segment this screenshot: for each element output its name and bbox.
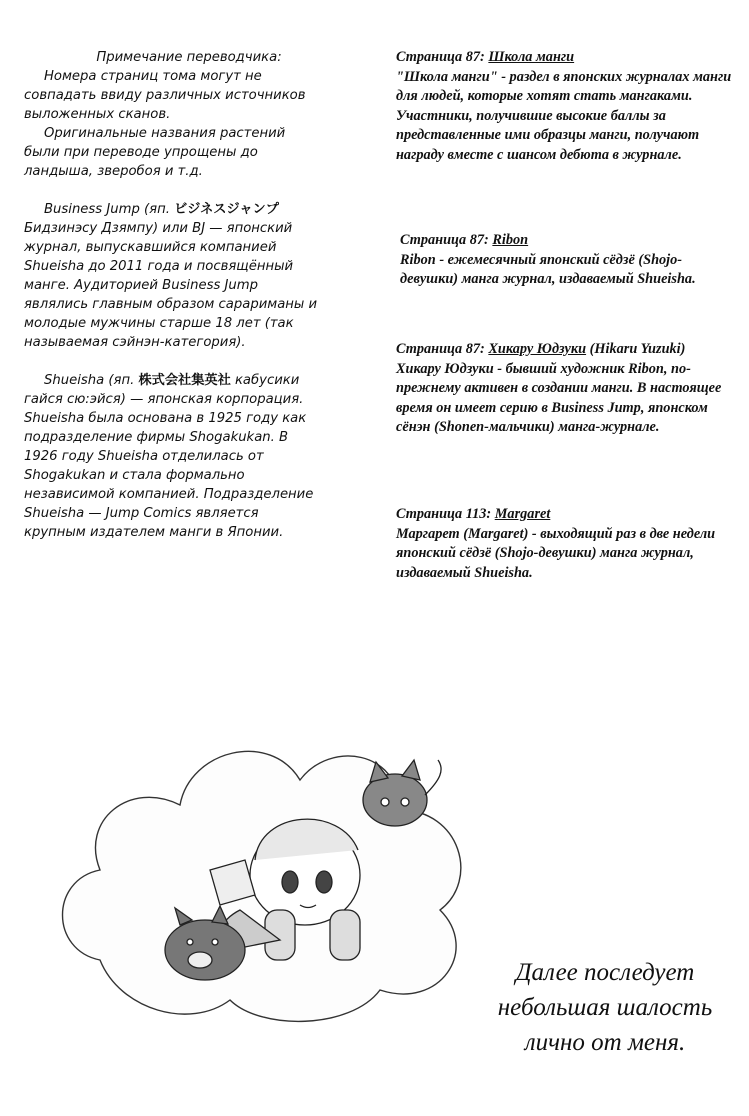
cloud-illustration — [40, 710, 490, 1030]
entry-body: Маргарет (Margaret) - выходящий раз в две недели японский сёдзё (Shojo-девушки) манга журнал, издаваемый Shueisha. — [396, 525, 716, 581]
glossary-entry-manga-school: Страница 87: Школа манги "Школа манги" - раздел в японских журналах манги для людей, которые хотят стать мангаками. Участники, получившие высокие баллы за представленные ими образцы манги, получают награду вместе с шансом дебюта в журнале. — [396, 48, 736, 165]
entry-title: Школа манги — [488, 49, 575, 65]
glossary-entry-margaret: Страница 113: Margaret Маргарет (Margaret) - выходящий раз в две недели японский сёдзё (Shojo-девушки) манга журнал, издаваемый Shueisha. — [396, 505, 736, 583]
closing-line-1: Далее последует — [515, 959, 695, 986]
entry-title: Ribon — [492, 232, 529, 248]
japanese-text: ビジネスジャンプ — [174, 202, 279, 217]
glossary-entry-ribon: Страница 87: Ribon Ribon - ежемесячный японский сёдзё (Shojo-девушки) манга журнал, издаваемый Shueisha. — [400, 231, 740, 290]
entry-body: Хикару Юдзуки - бывший художник Ribon, по-прежнему активен в создании манги. В настоящее время он имеет серию в Business Jump, японском сёнэн (Shonen-мальчики) манга-журнале. — [396, 360, 722, 435]
notes-header: Примечание переводчика: — [96, 50, 282, 65]
glossary-entry-hikaru-yuzuki: Страница 87: Хикару Юдзуки (Hikaru Yuzuki) Хикару Юдзуки - бывший художник Ribon, по-прежнему активен в создании манги. В настоящее время он имеет серию в Business Jump, японском сёнэн (Shonen-мальчики) манга-журнале. — [396, 340, 736, 438]
closing-line-3: лично от меня. — [524, 1029, 686, 1056]
note-shueisha: Shueisha (яп. 株式会社集英社 кабусики гайся сю:эйся) — японская корпорация. Shueisha была основана в 1925 году как подразделение фирмы Shogakukan. В 1926 году Shueisha отделилась от Shogakukan и стала формально независимой компанией. Подразделение Shueisha — Jump Comics является крупным издателем манги в Японии. — [24, 373, 314, 540]
note-business-jump: Business Jump (яп. ビジネスジャンプ Бидзинэсу Дзямпу) или BJ — японский журнал, выпускавшийся компанией Shueisha до 2011 года и посвящённый манге. Аудиторией Business Jump являлись главным образом сарариманы и молодые мужчины старше 18 лет (так называемая сэйнэн-категория). — [24, 202, 318, 350]
entry-body: Ribon - ежемесячный японский сёдзё (Shojo-девушки) манга журнал, издаваемый Shueisha. — [400, 251, 696, 287]
entry-title: Margaret — [494, 506, 551, 522]
note-page-numbers: Номера страниц тома могут не совпадать ввиду различных источников выложенных сканов. — [24, 69, 306, 122]
entry-title: Хикару Юдзуки — [488, 341, 587, 357]
note-plant-names: Оригинальные названия растений были при переводе упрощены до ландыша, зверобоя и т.д. — [24, 126, 286, 179]
translator-notes — [24, 48, 324, 542]
entry-body: "Школа манги" - раздел в японских журналах манги для людей, которые хотят стать мангаками. Участники, получившие высокие баллы за представленные ими образцы манги, получают награду вместе с шансом дебюта в журнале. — [396, 68, 732, 163]
closing-line-2: небольшая шалость — [497, 994, 713, 1021]
closing-message — [470, 955, 740, 1060]
japanese-text: 株式会社集英社 — [138, 373, 231, 388]
